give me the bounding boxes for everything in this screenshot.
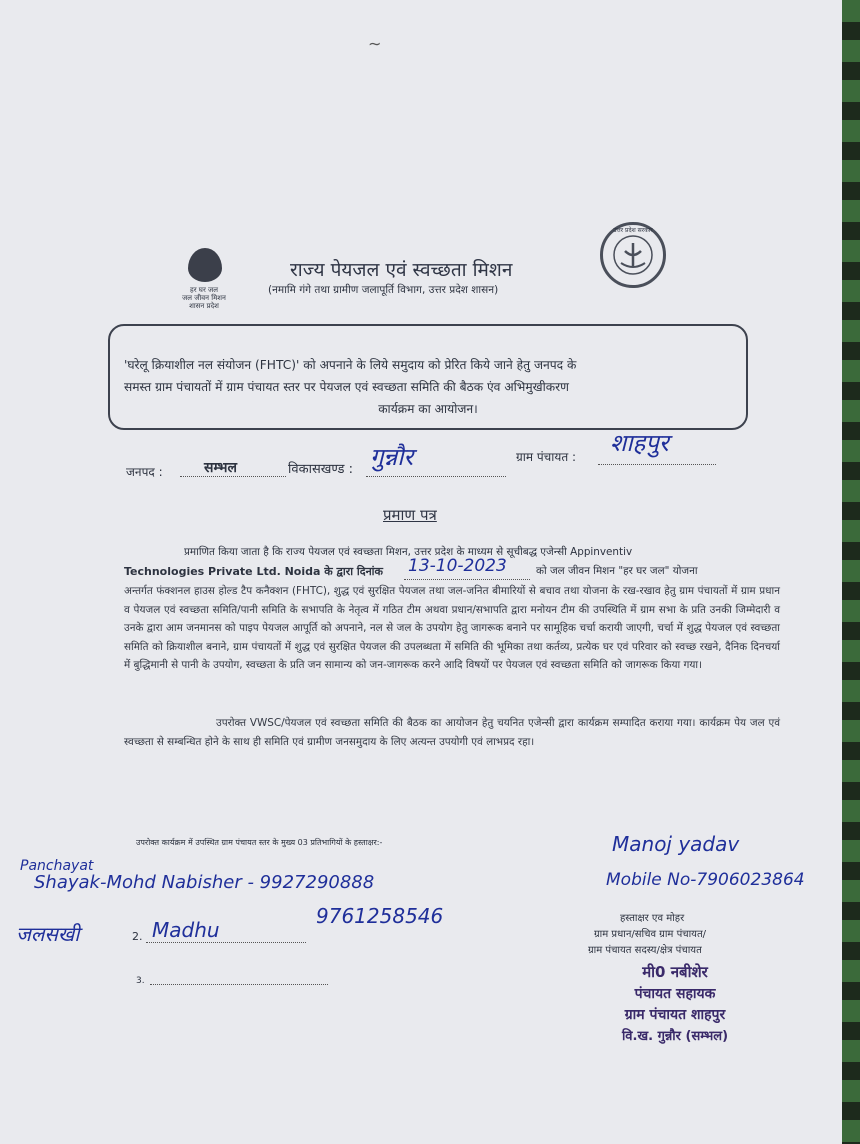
gram-panchayat-label: ग्राम पंचायत : bbox=[516, 450, 577, 464]
row1-signature: Shayak-Mohd Nabisher - 9927290888 bbox=[34, 872, 375, 893]
page-title: राज्य पेयजल एवं स्वच्छता मिशन bbox=[290, 259, 513, 281]
row1-role-handwritten: Panchayat bbox=[20, 858, 94, 874]
block-field bbox=[366, 443, 506, 477]
subject-line-1: 'घरेलू क्रियाशील नल संयोजन (FHTC)' को अपनाने के लिये समुदाय को प्रेरित किये जाने हेतु जनपद के bbox=[124, 358, 577, 372]
row2-phone: 9761258546 bbox=[316, 904, 444, 928]
page-subtitle: (नमामि गंगे तथा ग्रामीण जलापूर्ति विभाग, उत्तर प्रदेश शासन) bbox=[268, 284, 499, 296]
right-signer-mobile: Mobile No-7906023864 bbox=[606, 870, 805, 890]
date-field bbox=[404, 556, 530, 580]
certificate-title: प्रमाण पत्र bbox=[383, 506, 437, 524]
seal-caption: उत्तर प्रदेश सरकार bbox=[613, 227, 653, 234]
top-pen-mark: ∼ bbox=[368, 34, 382, 53]
row2-signature-line bbox=[146, 918, 306, 943]
block-value: गुन्नौर bbox=[370, 443, 414, 471]
row3-signature-line bbox=[150, 976, 328, 985]
district-value: सम्भल bbox=[204, 460, 237, 476]
signature-label-2: ग्राम प्रधान/सचिव ग्राम पंचायत/ bbox=[594, 929, 707, 940]
water-drop-icon bbox=[188, 248, 222, 282]
signature-label-3: ग्राम पंचायत सदस्य/क्षेत्र पंचायत bbox=[588, 945, 702, 956]
row2-number: 2. bbox=[132, 930, 143, 943]
row2-role-handwritten: जलसखी bbox=[16, 922, 80, 946]
gram-panchayat-value: शाहपुर bbox=[610, 429, 669, 457]
stamp-line-4: वि.ख. गुन्नौर (सम्भल) bbox=[621, 1029, 729, 1044]
para1-line1: प्रमाणित किया जाता है कि राज्य पेयजल एवं स्वच्छता मिशन, उत्तर प्रदेश के माध्यम से सूचीबद्ध एजेन्सी Appinventiv bbox=[184, 546, 633, 558]
district-field bbox=[180, 460, 286, 477]
para1-line2-end: को जल जीवन मिशन "हर घर जल" योजना bbox=[536, 565, 698, 577]
stamp-line-3: ग्राम पंचायत शाहपुर bbox=[624, 1007, 726, 1023]
para2-body: उपरोक्त VWSC/पेयजल एवं स्वच्छता समिति की बैठक का आयोजन हेतु चयनित एजेन्सी द्वारा कार्यक्रम सम्पादित कराया गया। कार्यक्रम पेय जल एवं स्वच्छता से सम्बन्धित होने के साथ ही समिति एवं ग्रामीण जनसमुदाय के लिए अत्यन्त उपयोगी एवं लाभप्रद रहा। bbox=[124, 717, 780, 748]
date-value: 13-10-2023 bbox=[408, 556, 507, 576]
block-label: विकासखण्ड : bbox=[288, 462, 354, 477]
stamp-line-2: पंचायत सहायक bbox=[634, 986, 716, 1002]
para1-body: अन्तर्गत फंक्शनल हाउस होल्ड टैप कनैक्शन (FHTC), शुद्ध एवं सुरक्षित पेयजल तथा जल-जनित बीमारियों से बचाव तथा योजना के रख-रखाव हेतु ग्राम पंचायतों में ग्राम प्रधान व पेयजल एवं स्वच्छता समिति/पानी समिति के सभापति के नेतृत्व में गठित टीम अथवा प्रधान/सभापति द्वारा मनोयन टीम की उपस्थिति में ग्राम सभा के प्रति उनकी जिम्मेदारी व उनके द्वारा आम जनमानस को पाइप पेयजल आपूर्ति को अपनाने, नल से जल के उपयोग हेतु जागरूक बनाने पर सामूहिक चर्चा करायी जाएगी, चर्चा में शुद्ध पेयजल एवं स्वच्छता समिति को क्रियाशील बनाने, ग्राम पंचायतों में शुद्ध एवं सुरक्षित पेयजल की उपलब्धता में समिति की भूमिका तथा कर्तव्य, प्रत्येक घर एवं परिवार को स्वच्छ रखने, दैनिक दिनचर्या में बुद्धिमानी से पानी के उपयोग, स्वच्छता के प्रति जन सामान्य को जन-जागरूक करने आदि विषयों पर पेयजल एवं स्वच्छता समिति को जागरूक किया गया। bbox=[124, 585, 780, 672]
row3-number: 3. bbox=[136, 976, 145, 986]
subject-box bbox=[108, 324, 748, 430]
right-signer-name: Manoj yadav bbox=[612, 832, 740, 856]
gram-panchayat-field bbox=[598, 429, 716, 465]
emblem-icon bbox=[611, 233, 655, 277]
subject-line-2: समस्त ग्राम पंचायतों में ग्राम पंचायत स्तर पर पेयजल एवं स्वच्छता समिति की बैठक एंव अभिमुखीकरण bbox=[124, 380, 569, 394]
stamp-line-1: मी0 नबीशेर bbox=[642, 963, 708, 981]
district-label: जनपद : bbox=[126, 465, 163, 479]
subject-line-3: कार्यक्रम का आयोजन। bbox=[378, 402, 478, 416]
jal-jeevan-logo bbox=[188, 248, 222, 282]
row2-signature: Madhu bbox=[152, 918, 220, 942]
signature-label-1: हस्ताक्षर एव मोहर bbox=[620, 913, 685, 924]
participants-intro: उपरोक्त कार्यक्रम में उपस्थित ग्राम पंचायत स्तर के मुख्य 03 प्रतिभागियों के हस्ताक्षर:- bbox=[136, 838, 383, 847]
background-edge bbox=[842, 0, 860, 1144]
logo-caption: हर घर जल जल जीवन मिशन शासन प्रदेश bbox=[182, 286, 226, 310]
para1-line2-start: Technologies Private Ltd. Noida के द्वारा दिनांक bbox=[124, 565, 383, 578]
official-stamp bbox=[590, 962, 760, 1044]
